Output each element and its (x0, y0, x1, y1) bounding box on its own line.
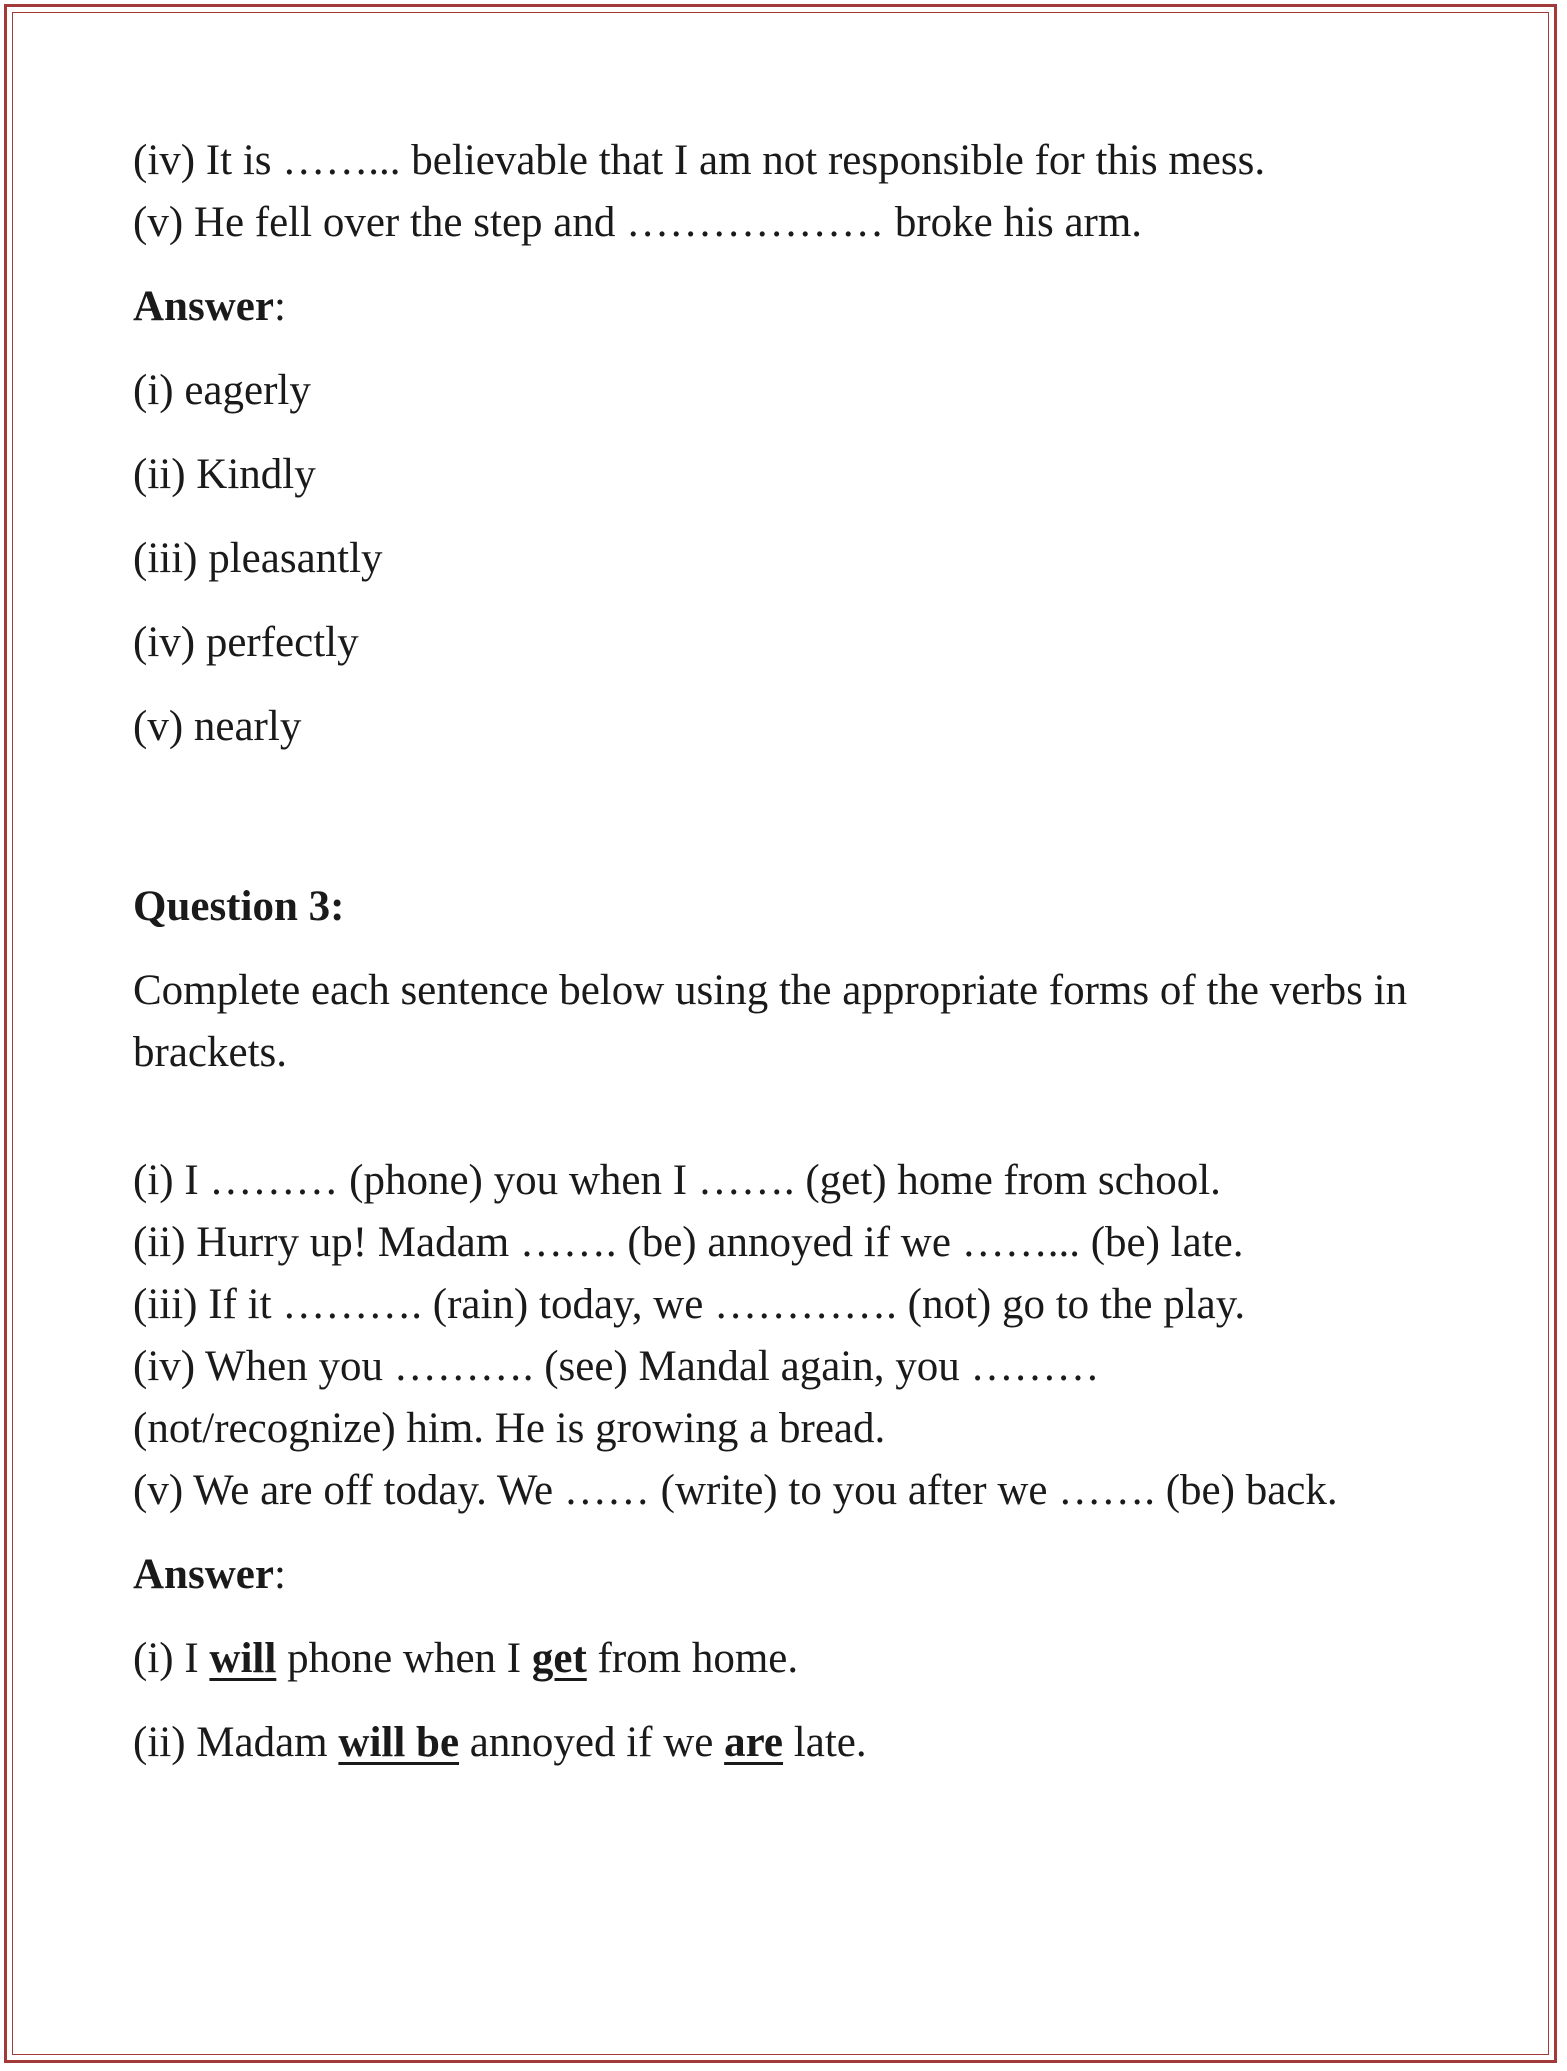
q3-answer-i-fill2: get (531, 1635, 587, 1682)
document-page (133, 130, 1453, 1796)
q3-answer-ii-part1: (ii) Madam (133, 1719, 339, 1766)
q3-item-iii: (iii) If it ………. (rain) today, we …………. (not) go to the play. (133, 1281, 1246, 1328)
q2-answer-ii: (ii) Kindly (133, 451, 316, 498)
q2-answer-iii: (iii) pleasantly (133, 535, 383, 582)
q3-answer-ii-part3: late. (783, 1719, 867, 1766)
q3-answer-heading (133, 1544, 1453, 1606)
q3-item-v: (v) We are off today. We …… (write) to you after we ……. (be) back. (133, 1467, 1338, 1514)
q3-answer-i-part1: (i) I (133, 1635, 210, 1682)
q2-answer-colon: : (273, 283, 286, 330)
q2-answer-i: (i) eagerly (133, 367, 311, 414)
q2-answer-iv: (iv) perfectly (133, 619, 359, 666)
q3-answer-label: Answer (133, 1551, 274, 1598)
q2-item-iv: (iv) It is ……... believable that I am not responsible for this mess. (133, 137, 1266, 184)
q3-answer-i-part2: phone when I (276, 1635, 532, 1682)
q3-item-ii: (ii) Hurry up! Madam ……. (be) annoyed if we ……... (be) late. (133, 1219, 1244, 1266)
q3-answer-ii-fill2: are (724, 1719, 784, 1766)
q3-item-iv: (iv) When you ………. (see) Mandal again, you ……… (not/recognize) him. He is growing a bread. (133, 1343, 1100, 1452)
q3-heading: Question 3: (133, 883, 345, 930)
q3-instruction: Complete each sentence below using the appropriate forms of the verbs in brackets. (133, 967, 1408, 1076)
q2-item-v: (v) He fell over the step and ……………… broke his arm. (133, 199, 1143, 246)
q3-item-i: (i) I ……… (phone) you when I ……. (get) home from school. (133, 1157, 1221, 1204)
q3-answer-i-fill1: will (209, 1635, 277, 1682)
q3-answer-colon: : (273, 1551, 286, 1598)
q3-answer-ii-part2: annoyed if we (459, 1719, 725, 1766)
q3-answer-ii (133, 1712, 1453, 1774)
q3-answer-ii-fill1: will be (338, 1719, 460, 1766)
q2-answer-label: Answer (133, 283, 274, 330)
q3-answer-i-part3: from home. (586, 1635, 799, 1682)
q2-answer-heading (133, 276, 1453, 338)
q3-answer-i (133, 1628, 1453, 1690)
q2-answer-v: (v) nearly (133, 703, 302, 750)
